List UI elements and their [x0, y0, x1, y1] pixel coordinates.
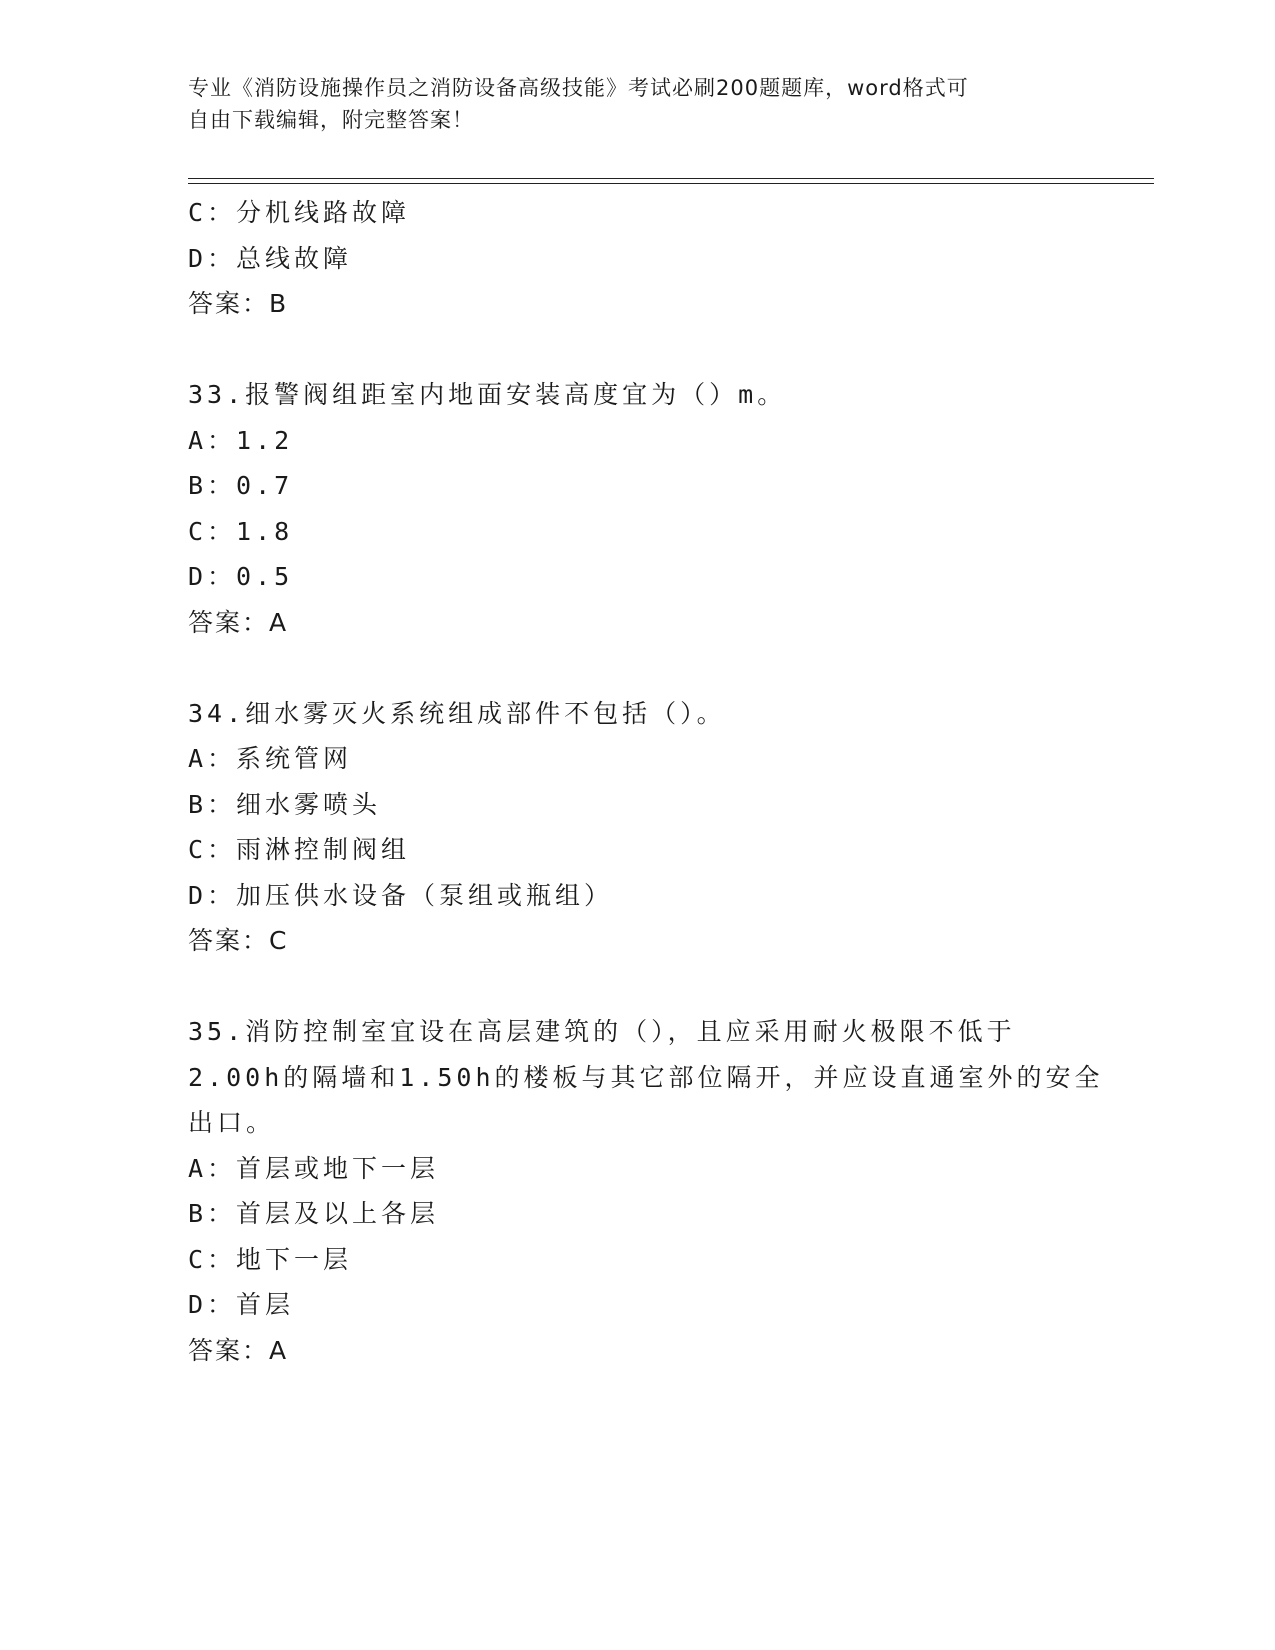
question-list — [188, 190, 1108, 1373]
spacer — [188, 327, 1108, 373]
header-line-2: 自由下载编辑，附完整答案！ — [188, 108, 474, 132]
option-b: B：首层及以上各层 — [188, 1199, 440, 1228]
header-line-1: 专业《消防设施操作员之消防设备高级技能》考试必刷200题题库，word格式可 — [188, 76, 969, 100]
option-d: D：0.5 — [188, 562, 294, 591]
option-c: C：分机线路故障 — [188, 198, 411, 227]
option-d: D：首层 — [188, 1290, 295, 1319]
spacer — [188, 645, 1108, 691]
spacer — [188, 964, 1108, 1010]
header-divider-top — [188, 178, 1154, 179]
question-stem: 2.00h的隔墙和1.50h的楼板与其它部位隔开，并应设直通室外的安全 — [188, 1062, 1104, 1092]
option-b: B：0.7 — [188, 471, 294, 500]
question-stem: 34.细水雾灭火系统组成部件不包括（）。 — [188, 698, 726, 728]
question-stem: 出口。 — [188, 1108, 276, 1137]
document-header — [188, 72, 1088, 136]
option-a: A：1.2 — [188, 425, 294, 455]
header-divider-bottom — [188, 183, 1154, 184]
answer-line: 答案：A — [188, 1335, 289, 1365]
option-c: C：地下一层 — [188, 1244, 353, 1274]
question-stem: 35.消防控制室宜设在高层建筑的（），且应采用耐火极限不低于 — [188, 1017, 1016, 1046]
answer-line: 答案：B — [188, 289, 289, 318]
option-b: B：细水雾喷头 — [188, 789, 382, 819]
answer-line: 答案：C — [188, 926, 289, 955]
option-c: C：1.8 — [188, 516, 294, 546]
option-a: A：首层或地下一层 — [188, 1153, 440, 1183]
answer-line: 答案：A — [188, 607, 289, 637]
option-c: C：雨淋控制阀组 — [188, 835, 411, 864]
question-stem: 33.报警阀组距室内地面安装高度宜为（）m。 — [188, 380, 787, 409]
option-a: A：系统管网 — [188, 744, 353, 773]
option-d: D：总线故障 — [188, 243, 353, 273]
option-d: D：加压供水设备（泵组或瓶组） — [188, 880, 614, 910]
